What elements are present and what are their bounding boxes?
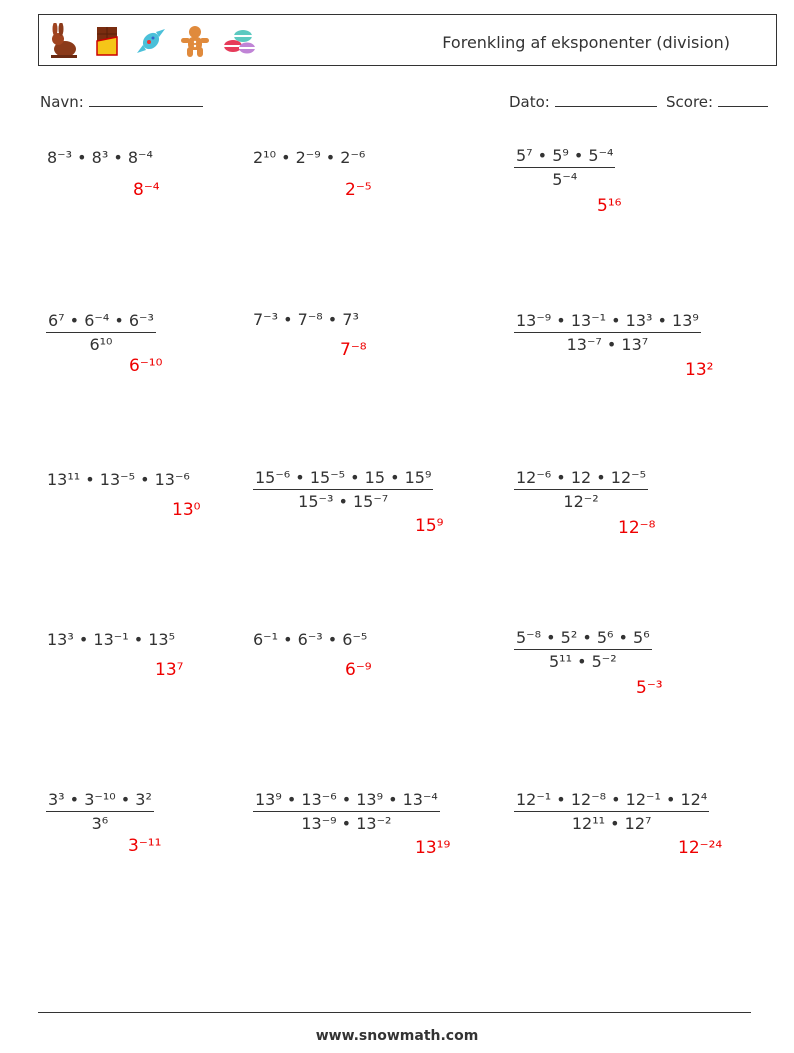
problem-4 — [46, 311, 156, 354]
numerator: 15⁻⁶ • 15⁻⁵ • 15 • 15⁹ — [253, 468, 433, 490]
date-line[interactable] — [555, 92, 657, 107]
candy-icon — [133, 23, 169, 59]
problem-1 — [47, 148, 153, 167]
denominator: 13⁻⁹ • 13⁻² — [301, 814, 392, 833]
answer-9: 12⁻⁸ — [618, 518, 656, 538]
problem-11 — [253, 630, 367, 649]
answer-4: 6⁻¹⁰ — [129, 356, 163, 376]
problem-14 — [253, 790, 440, 833]
answer-2: 2⁻⁵ — [345, 180, 372, 200]
expression: 8⁻³ • 8³ • 8⁻⁴ — [47, 148, 153, 167]
numerator: 13⁹ • 13⁻⁶ • 13⁹ • 13⁻⁴ — [253, 790, 440, 812]
expression: 6⁻¹ • 6⁻³ • 6⁻⁵ — [253, 630, 368, 649]
header-icons — [45, 23, 257, 59]
denominator: 3⁶ — [91, 814, 109, 833]
name-line[interactable] — [89, 92, 203, 107]
score-label: Score: — [666, 93, 714, 111]
answer-8: 15⁹ — [415, 516, 444, 536]
score-field[interactable] — [666, 92, 768, 111]
denominator: 12⁻² — [563, 492, 599, 511]
denominator: 13⁻⁷ • 13⁷ — [566, 335, 649, 354]
denominator: 12¹¹ • 12⁷ — [571, 814, 652, 833]
problem-13 — [46, 790, 154, 833]
numerator: 3³ • 3⁻¹⁰ • 3² — [46, 790, 154, 812]
macarons-icon — [221, 23, 257, 59]
gingerbread-man-icon — [177, 23, 213, 59]
numerator: 12⁻¹ • 12⁻⁸ • 12⁻¹ • 12⁴ — [514, 790, 709, 812]
date-field[interactable] — [509, 92, 657, 111]
worksheet-header — [38, 14, 777, 66]
date-label: Dato: — [509, 93, 550, 111]
problem-9 — [514, 468, 648, 511]
answer-5: 7⁻⁸ — [340, 340, 367, 360]
numerator: 5⁻⁸ • 5² • 5⁶ • 5⁶ — [514, 628, 652, 650]
answer-3: 5¹⁶ — [597, 196, 622, 216]
answer-12: 5⁻³ — [636, 678, 663, 698]
answer-7: 13⁰ — [172, 500, 201, 520]
numerator: 12⁻⁶ • 12 • 12⁻⁵ — [514, 468, 648, 490]
expression: 13¹¹ • 13⁻⁵ • 13⁻⁶ — [47, 470, 190, 489]
denominator: 6¹⁰ — [89, 335, 113, 354]
denominator: 15⁻³ • 15⁻⁷ — [298, 492, 389, 511]
problem-2 — [253, 148, 365, 167]
chocolate-bar-icon — [89, 23, 125, 59]
answer-11: 6⁻⁹ — [345, 660, 372, 680]
problem-6 — [514, 311, 701, 354]
numerator: 13⁻⁹ • 13⁻¹ • 13³ • 13⁹ — [514, 311, 701, 333]
problem-5 — [253, 310, 359, 329]
answer-10: 13⁷ — [155, 660, 184, 680]
expression: 13³ • 13⁻¹ • 13⁵ — [47, 630, 175, 649]
worksheet-title: Forenkling af eksponenter (division) — [442, 33, 730, 52]
problem-7 — [47, 470, 190, 489]
problem-15 — [514, 790, 709, 833]
name-field[interactable] — [40, 92, 203, 111]
expression: 2¹⁰ • 2⁻⁹ • 2⁻⁶ — [253, 148, 366, 167]
score-line[interactable] — [718, 92, 768, 107]
expression: 7⁻³ • 7⁻⁸ • 7³ — [253, 310, 359, 329]
answer-6: 13² — [685, 360, 714, 380]
denominator: 5⁻⁴ — [552, 170, 578, 189]
answer-14: 13¹⁹ — [415, 838, 451, 858]
problem-8 — [253, 468, 433, 511]
answer-1: 8⁻⁴ — [133, 180, 160, 200]
problem-3 — [514, 146, 615, 189]
answer-15: 12⁻²⁴ — [678, 838, 723, 858]
numerator: 5⁷ • 5⁹ • 5⁻⁴ — [514, 146, 615, 168]
numerator: 6⁷ • 6⁻⁴ • 6⁻³ — [46, 311, 156, 333]
answer-13: 3⁻¹¹ — [128, 836, 162, 856]
footer-divider — [38, 1012, 751, 1013]
name-label: Navn: — [40, 93, 84, 111]
problem-10 — [47, 630, 175, 649]
problem-12 — [514, 628, 652, 671]
chocolate-bunny-icon — [45, 23, 81, 59]
denominator: 5¹¹ • 5⁻² — [549, 652, 617, 671]
footer-url[interactable]: www.snowmath.com — [315, 1028, 479, 1044]
